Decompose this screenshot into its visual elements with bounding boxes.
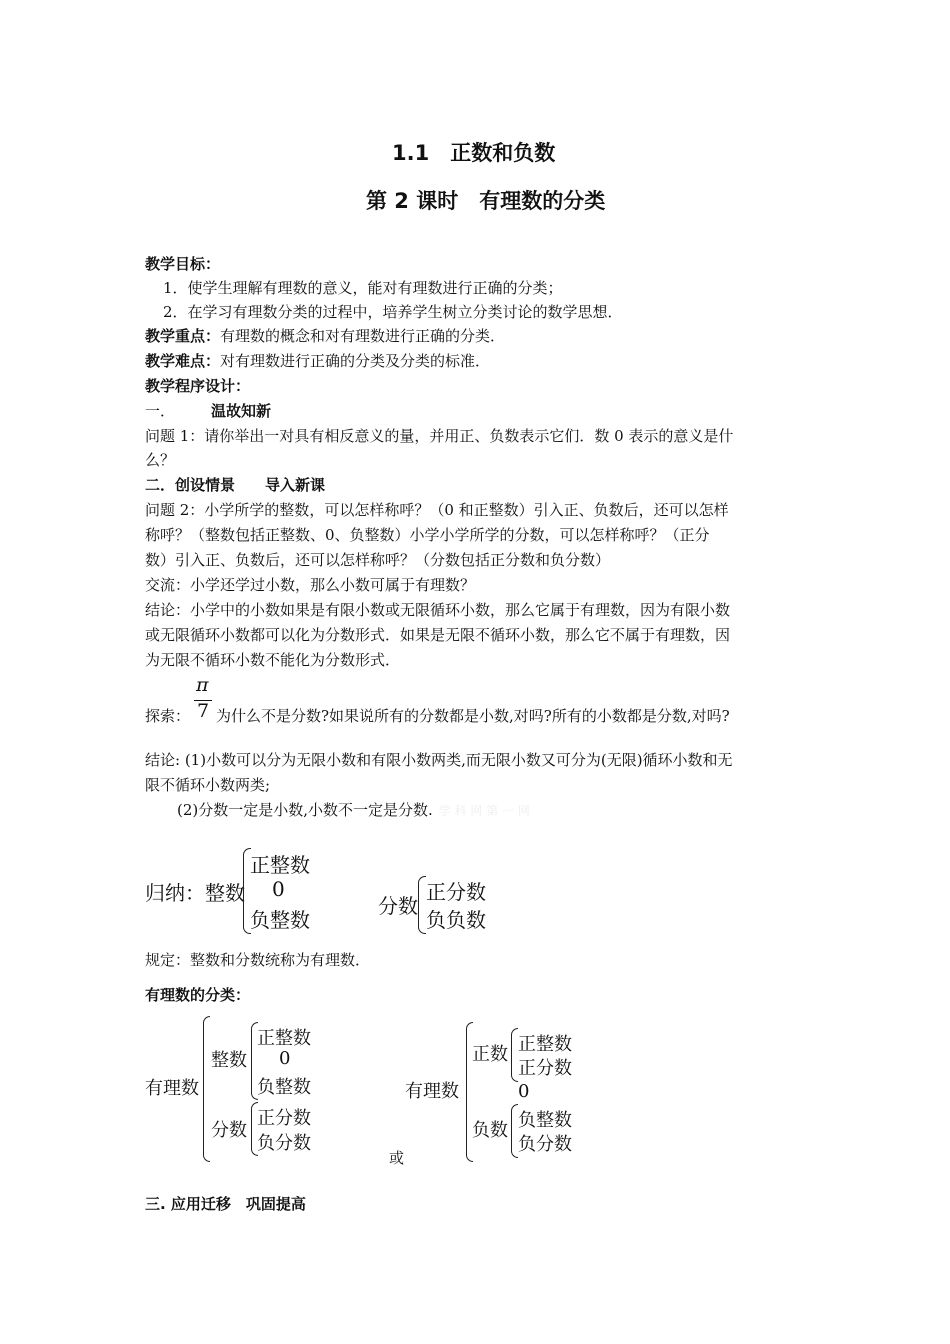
question-2-line-2: 称呼？（整数包括正整数、0、负整数）小学小学所学的分数，可以怎样称呼？（正分 (145, 526, 710, 544)
question-1-line-2: 么？ (145, 451, 176, 469)
tree-2-negative-brace (511, 1104, 518, 1158)
procedure-heading: 教学程序设计： (145, 377, 251, 395)
tree-2-positive-1: 正整数 (518, 1034, 572, 1055)
tree-2-positive-label: 正数 (472, 1044, 508, 1065)
tree-2-zero: 0 (518, 1081, 530, 1102)
summary-fraction-label: 分数 (378, 894, 418, 918)
explore-text: 为什么不是分数?如果说所有的分数都是小数,对吗?所有的小数都是分数,对吗? (216, 707, 730, 725)
difficulty: 教学难点：对有理数进行正确的分类及分类的标准． (145, 352, 491, 370)
tree-2-positive-2: 正分数 (518, 1058, 572, 1079)
conclusion-1-line-1: 结论：小学中的小数如果是有限小数或无限循环小数，那么它属于有理数，因为有限小数 (145, 601, 731, 619)
summary-fraction-2: 负负数 (426, 908, 486, 932)
question-2-line-1: 问题 2：小学所学的整数，可以怎样称呼？（0 和正整数）引入正、负数后，还可以怎样 (145, 501, 729, 519)
fraction-denominator: 7 (197, 700, 210, 722)
tree-2-negative-2: 负分数 (518, 1134, 572, 1155)
tree-1-integer-3: 负整数 (257, 1077, 311, 1098)
objective-1: 1．使学生理解有理数的意义，能对有理数进行正确的分类； (163, 279, 563, 297)
section-1-heading: 一． 温故知新 (145, 402, 272, 420)
rule-text: 规定：整数和分数统称为有理数． (145, 951, 371, 969)
tree-1-integer-label: 整数 (211, 1050, 247, 1071)
objectives-heading: 教学目标： (145, 255, 221, 273)
page-subtitle: 第 2 课时 有理数的分类 (366, 189, 606, 213)
watermark: 学 科 网 第 一 网 (438, 804, 530, 818)
page-title: 1.1 正数和负数 (392, 141, 556, 165)
fraction-numerator: π (196, 674, 209, 696)
objective-2: 2．在学习有理数分类的过程中，培养学生树立分类讨论的数学思想． (163, 303, 623, 321)
tree-1-fraction-label: 分数 (211, 1120, 247, 1141)
tree-2-negative-1: 负整数 (518, 1110, 572, 1131)
conclusion-1-line-2: 或无限循环小数都可以化为分数形式．如果是无限不循环小数，那么它不属于有理数，因 (145, 626, 731, 644)
tree-1-fraction-2: 负分数 (257, 1133, 311, 1154)
tree-2-negative-label: 负数 (472, 1120, 508, 1141)
tree-1-integer-1: 正整数 (257, 1028, 311, 1049)
section-3-heading: 三. 应用迁移 巩固提高 (145, 1195, 306, 1213)
summary-integer-3: 负整数 (250, 908, 310, 932)
tree-2-root: 有理数 (405, 1081, 459, 1102)
key-point: 教学重点：有理数的概念和对有理数进行正确的分类． (145, 327, 506, 345)
conclusion-1-line-3: 为无限不循环小数不能化为分数形式． (145, 651, 401, 669)
conclusion-2-line-1: 结论: (1)小数可以分为无限小数和有限小数两类,而无限小数又可分为(无限)循环小数和无 (145, 751, 733, 769)
question-2-line-3: 数）引入正、负数后，还可以怎样称呼？（分数包括正分数和负分数） (145, 551, 611, 569)
summary-fraction-1: 正分数 (426, 880, 486, 904)
tree-2-positive-brace (511, 1028, 518, 1082)
tree-1-integer-2: 0 (279, 1048, 291, 1069)
tree-1-fraction-1: 正分数 (257, 1108, 311, 1129)
question-1-line-1: 问题 1：请你举出一对具有相反意义的量，并用正、负数表示它们．数 0 表示的意义是什 (145, 427, 734, 445)
classification-heading: 有理数的分类： (145, 986, 251, 1004)
explore-label: 探索： (145, 707, 191, 725)
exchange-text: 交流：小学还学过小数，那么小数可属于有理数？ (145, 576, 476, 594)
summary-fraction-brace (418, 876, 426, 934)
section-2-heading: 二．创设情景 导入新课 (145, 476, 326, 494)
summary-integer-2: 0 (272, 877, 285, 901)
conclusion-2-line-3: (2)分数一定是小数,小数不一定是分数. 学 科 网 第 一 网 (177, 801, 530, 819)
tree-1-root: 有理数 (145, 1078, 199, 1099)
summary-integer-1: 正整数 (250, 853, 310, 877)
or-text: 或 (389, 1149, 405, 1167)
conclusion-2-line-2: 限不循环小数两类; (145, 776, 271, 794)
tree-1-main-brace (203, 1016, 210, 1162)
summary-label: 归纳：整数 (145, 881, 245, 905)
